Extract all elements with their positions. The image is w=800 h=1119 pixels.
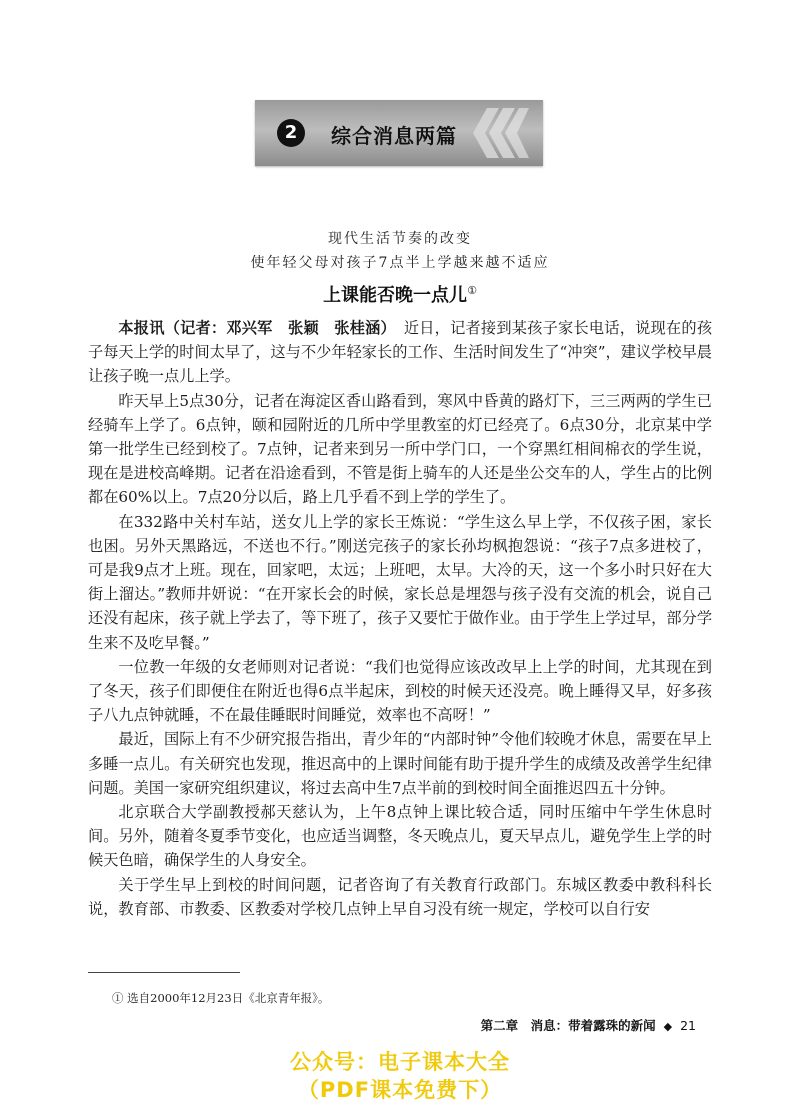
watermark-line1: 公众号：电子课本大全 xyxy=(290,1050,510,1074)
paragraph: 在332路中关村车站，送女儿上学的家长王炼说：“学生这么早上学，不仅孩子困，家长也困。另外天黑路远，不送也不行。”刚送完孩子的家长孙均枫抱怨说：“孩子7点多进校了，可是我9点才上班。现在，回家吧，太远；上班吧，太早。大冷的天，这一个多小时只好在大街上溜达。”教师井妍说：“在开家长会的时候，家长总是埋怨与孩子没有交流的机会，说自己还没有起床，孩子就上学去了，等下班了，孩子又要忙于做作业。由于学生上学过早，部分学生来不及吃早餐。” xyxy=(88,512,712,652)
article-body xyxy=(88,316,712,921)
section-number-badge: 2 xyxy=(277,119,305,147)
paragraph: 一位教一年级的女老师则对记者说：“我们也觉得应该改改早上上学的时间，尤其现在到了冬天，孩子们即便住在附近也得6点半起床，到校的时候天还没亮。晚上睡得又早，好多孩子八九点钟就睡，不在最佳睡眠时间睡觉，效率也不高呀！” xyxy=(88,657,712,725)
article-kicker-line1: 现代生活节奏的改变 xyxy=(328,231,472,247)
paragraph xyxy=(88,316,712,389)
paragraph: 北京联合大学副教授郝天慈认为，上午8点钟上课比较合适，同时压缩中午学生休息时间。另外，随着冬夏季节变化，也应适当调整，冬天晚点儿，夏天早点儿，避免学生上学的时候天色暗，确保学生的人身安全。 xyxy=(88,803,712,870)
byline: 本报讯（记者：邓兴军 张颖 张桂涵） xyxy=(118,319,389,337)
paragraph-text: 近日，记者接到某孩子家长电话，说现在的孩子每天上学的时间太早了，这与不少年轻家长的工作、生活时间发生了“冲突”，建议学校早晨让孩子晚一点儿上学。 xyxy=(88,319,713,386)
section-title: 综合消息两篇 xyxy=(331,124,457,148)
diamond-icon: ◆ xyxy=(663,1020,673,1033)
page-number: 21 xyxy=(680,1018,696,1033)
chapter-label: 第二章 消息：带着露珠的新闻 xyxy=(480,1018,656,1033)
paragraph: 昨天早上5点30分，记者在海淀区香山路看到，寒风中昏黄的路灯下，三三两两的学生已经骑车上学了。6点钟，颐和园附近的几所中学里教室的灯已经亮了。6点30分，北京某中学第一批学生已经到校了。7点钟，记者来到另一所中学门口，一个穿黑红相间棉衣的学生说，现在是进校高峰期。记者在沿途看到，不管是街上骑车的人还是坐公交车的人，学生占的比例都在60%以上。7点20分以后，路上几乎看不到上学的学生了。 xyxy=(88,391,712,507)
article-headline xyxy=(0,281,800,307)
footnote-divider xyxy=(88,972,240,973)
paragraph: 关于学生早上到校的时间问题，记者咨询了有关教育行政部门。东城区教委中教科科长说，教育部、市教委、区教委对学校几点钟上早自习没有统一规定，学校可以自行安 xyxy=(88,875,712,918)
watermark-line2: （PDF课本免费下） xyxy=(297,1078,503,1102)
headline-text: 上课能否晚一点儿 xyxy=(323,285,468,306)
page-footer xyxy=(481,1016,696,1034)
paragraph: 最近，国际上有不少研究报告指出，青少年的“内部时钟”令他们较晚才休息，需要在早上多睡一点儿。有关研究也发现，推迟高中的上课时间能有助于提升学生的成绩及改善学生纪律问题。美国一家研究组织建议，将过去高中生7点半前的到校时间全面推迟四五十分钟。 xyxy=(88,730,712,797)
chevron-left-icon xyxy=(465,104,529,162)
footnote-marker: ① xyxy=(467,284,477,297)
footnote: ① 选自2000年12月23日《北京青年报》。 xyxy=(112,991,330,1005)
article-kicker-line2: 使年轻父母对孩子7点半上学越来越不适应 xyxy=(250,255,550,271)
section-banner xyxy=(255,100,543,166)
